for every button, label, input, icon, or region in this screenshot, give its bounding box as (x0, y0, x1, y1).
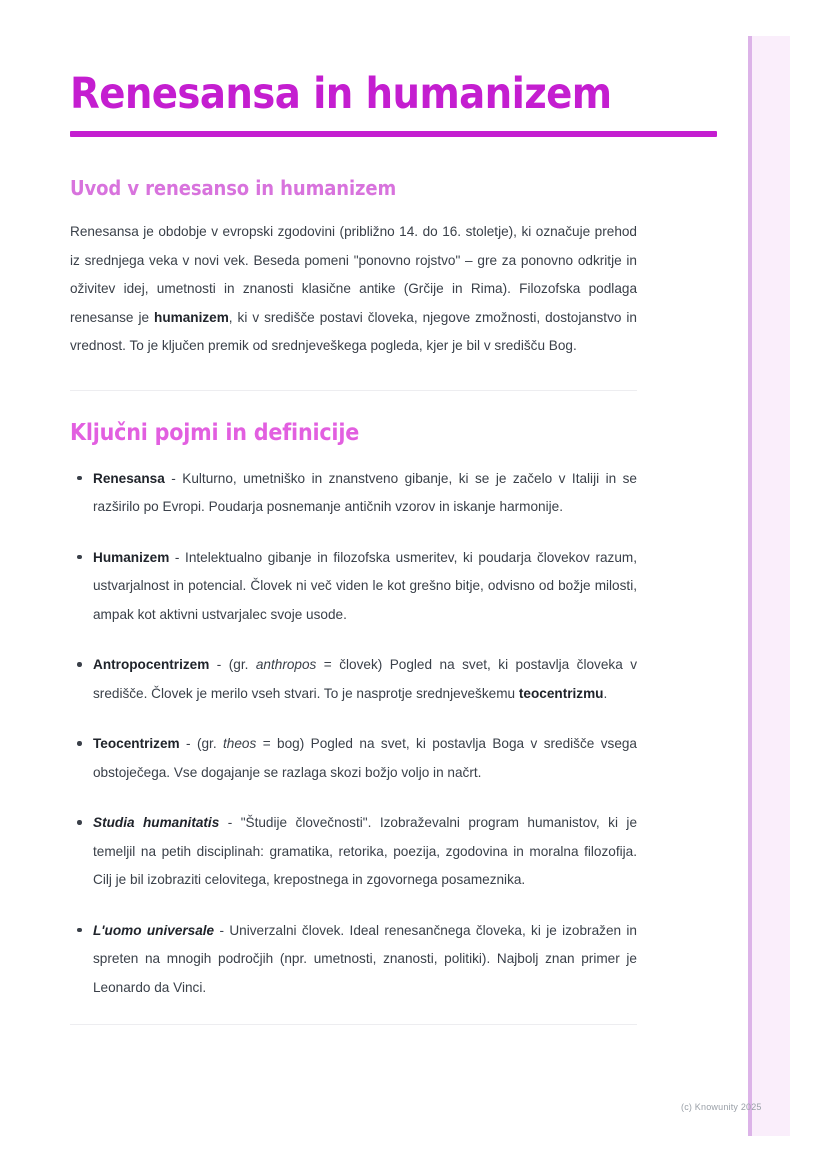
list-item (70, 544, 637, 630)
bullet-icon (77, 741, 82, 746)
document-page (70, 0, 637, 1025)
definition-body: - (gr. (209, 657, 256, 672)
definition-term: Teocentrizem (93, 736, 180, 751)
definition-body-cont: = bog) Pogled na svet, ki postavlja Boga v središče vsega obstoječega. Vse dogajanje se razlaga skozi božjo voljo in načrt. (93, 736, 637, 780)
decorative-side-panel (748, 36, 790, 1136)
definition-term: L'uomo universale (93, 922, 215, 938)
section-heading-key-terms: Ključni pojmi in definicije (70, 419, 360, 446)
definition-term: Antropocentrizem (93, 657, 210, 672)
list-item (70, 651, 637, 708)
copyright-watermark: (c) Knowunity 2025 (681, 1102, 762, 1112)
definition-body-end: . (603, 685, 608, 701)
definition-body: - Intelektualno gibanje in filozofska usmeritev, ki poudarja človekov razum, ustvarjalnost in potencial. Človek ni več viden le kot grešno bitje, odvisno od božje milosti, ampak kot aktivni ustvarjalec svoje usode. (93, 549, 637, 622)
definition-list (70, 447, 637, 1003)
bullet-icon (77, 820, 82, 825)
definition-term: Renesansa (93, 470, 165, 486)
definition-body-cont: = človek) Pogled na svet, ki postavlja človeka v središče. Človek je merilo vseh stvari. To je nasprotje srednjeveškemu (93, 657, 638, 701)
intro-paragraph (70, 201, 637, 361)
list-item (70, 809, 637, 895)
bullet-icon (77, 662, 82, 667)
list-item (70, 730, 637, 787)
page-title: Renesansa in humanizem (70, 69, 612, 119)
definition-greek-term: anthropos (255, 657, 317, 672)
definition-body: - Univerzalni človek. Ideal renesančnega človeka, ki je izobražen in spreten na mnogih področjih (npr. umetnosti, znanosti, politiki). Najbolj znan primer je Leonardo da Vinci. (93, 922, 637, 995)
intro-bold-humanizem: humanizem (154, 309, 229, 325)
bullet-icon (77, 555, 82, 560)
intro-text-part-2: , ki v središče postavi človeka, njegove zmožnosti, dostojanstvo in vrednost. To je ključen premik od srednjeveškega pogleda, kjer je bil v središču Bog. (70, 309, 637, 353)
definition-greek-term: theos (223, 736, 257, 751)
section-heading-intro: Uvod v renesanso in humanizem (70, 176, 397, 200)
bullet-icon (77, 928, 82, 933)
intro-text-part-1: Renesansa je obdobje v evropski zgodovini (približno 14. do 16. stoletje), ki označuje prehod iz srednjega veka v novi vek. Beseda pomeni "ponovno rojstvo" – gre za ponovno odkritje in oživitev idej, umetnosti in znanosti klasične antike (Grčije in Rima). Filozofska podlaga renesanse je (70, 224, 637, 325)
list-item (70, 465, 637, 522)
definition-term: Studia humanitatis (93, 815, 220, 830)
list-item (70, 917, 637, 1003)
definition-term: Humanizem (93, 549, 170, 565)
bullet-icon (77, 476, 82, 481)
definition-body: - "Študije človečnosti". Izobraževalni program humanistov, ki je temeljil na petih disciplinah: gramatika, retorika, poezija, zgodovina in moralna filozofija. Cilj je bil izobraziti celovitega, krepostnega in zgovornega posameznika. (93, 815, 638, 887)
definition-body: - Kulturno, umetniško in znanstveno gibanje, ki se je začelo v Italiji in se razširilo po Evropi. Poudarja posnemanje antičnih vzorov in iskanje harmonije. (93, 470, 637, 514)
definition-bold-ref: teocentrizmu (518, 685, 604, 701)
definition-body: - (gr. (179, 736, 224, 751)
section-divider-bottom (70, 1024, 637, 1025)
